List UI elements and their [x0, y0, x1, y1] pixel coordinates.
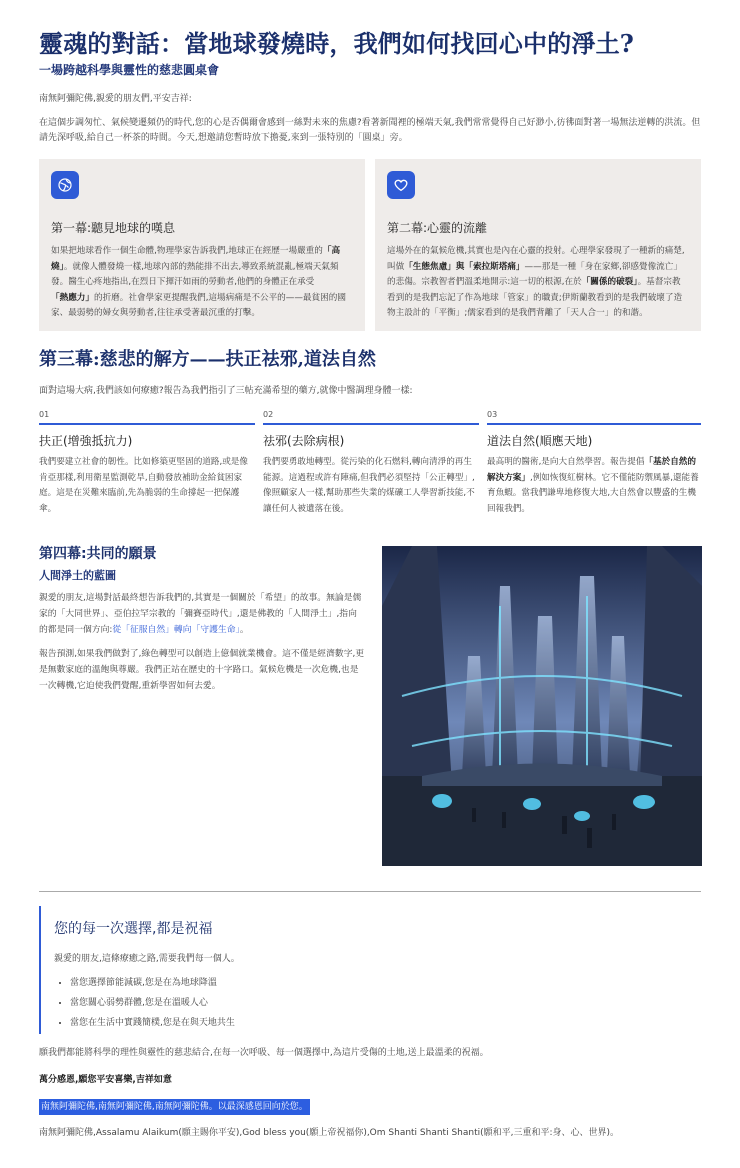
act2-text: 這場外在的氣候危機,其實也是內在心靈的投射。心理學家發現了一種新的痛楚,叫做「生態焦慮」與「索拉斯塔痛」——那是一種「身在家鄉,卻感覺像流亡」的悲傷。宗教智者們溫柔地開示:這一切的根源,在於「關係的破裂」。基督宗教看到的是我們忘記了作為地球「管家」的職責;伊斯蘭教看到的是我們破壞了造物主設計的「平衡」;儒家看到的是我們背離了「天人合一」的和諧。 — [387, 246, 685, 318]
page-title: 靈魂的對話：當地球發燒時，我們如何找回心中的淨土? — [39, 29, 635, 58]
remedy-title: 祛邪(去除病根) — [263, 434, 345, 448]
closing-list — [54, 973, 459, 1033]
remedy-number: 01 — [39, 410, 255, 425]
act2-card — [375, 159, 701, 331]
section-divider — [39, 891, 701, 892]
closing-title: 您的每一次選擇,都是祝福 — [54, 921, 213, 937]
list-item: • 當您選擇節能減碳,您是在為地球降溫 — [70, 973, 459, 993]
act3-title: 第三幕:慈悲的解方——扶正祛邪,道法自然 — [39, 349, 376, 370]
list-item: • 當您在生活中實踐簡樸,您是在與天地共生 — [70, 1013, 459, 1033]
remedy-text: 我們要建立社會的韌性。比如修築更堅固的道路,或是像肯亞那樣,利用衛星監測乾旱,自動發放補助金給貧困家庭。這是在災難來臨前,先為脆弱的生命撐起一把保護傘。 — [39, 457, 248, 514]
act4-subtitle: 人間淨土的藍圖 — [39, 569, 116, 582]
act4-paragraph-2: 報告預測,如果我們做對了,綠色轉型可以創造上億個就業機會。這不僅是經濟數字,更是無數家庭的溫飽與尊嚴。我們正站在歷史的十字路口。氣候危機是一次危機,也是一次轉機,它迫使我們覺醒,重新學習如何去愛。 — [39, 649, 365, 691]
act4-paragraph-1: 親愛的朋友,這場對話最終想告訴我們的,其實是一個關於「希望」的故事。無論是儒家的「大同世界」、亞伯拉罕宗教的「彌賽亞時代」,還是佛教的「人間淨土」,指向的都是同一個方向:從「征服自然」轉向「守護生命」。 — [39, 593, 362, 635]
remedy-text: 最高明的醫術,是向大自然學習。報告提倡「基於自然的解決方案」,例如恢復紅樹林。它不僅能防禦風暴,還能養育魚蝦。當我們謙卑地修復大地,大自然會以豐盛的生機回報我們。 — [487, 457, 699, 514]
heart-icon — [387, 171, 415, 199]
remedy-title: 扶正(增強抵抗力) — [39, 434, 133, 448]
futuristic-city-image — [382, 546, 702, 866]
act1-card — [39, 159, 365, 331]
remedy-number: 02 — [263, 410, 479, 425]
closing-wish: 願我們都能將科學的理性與靈性的慈悲結合,在每一次呼吸、每一個選擇中,為這片受傷的土地,送上最溫柔的祝福。 — [39, 1048, 489, 1058]
highlighted-blessing: 南無阿彌陀佛,南無阿彌陀佛,南無阿彌陀佛。以最深感恩回向於您。 — [39, 1099, 310, 1115]
thanks-line: 萬分感恩,願您平安喜樂,吉祥如意 — [39, 1075, 172, 1085]
remedy-number: 03 — [487, 410, 701, 425]
globe-icon — [51, 171, 79, 199]
act1-text: 如果把地球看作一個生命體,物理學家告訴我們,地球正在經歷一場嚴重的「高燒」。就像人體發燒一樣,地球內部的熱能排不出去,導致系統混亂,極端天氣頻發。醫生心疼地指出,在烈日下揮汗如雨的勞動者,他們的身體正在承受「熱應力」的折磨。社會學家更提醒我們,這場病痛是不公平的——最貧困的國家、最弱勢的婦女與勞動者,往往承受著最沉重的打擊。 — [51, 246, 346, 318]
remedy-column — [263, 410, 479, 517]
intro-paragraph: 在這個步調匆忙、氣候變遷頻仍的時代,您的心是否偶爾會感到一絲對未來的焦慮?看著新聞裡的極端天氣,我們常常覺得自己好渺小,彷彿面對著一場無法逆轉的洪流。但請先深呼吸,給自己一杯茶的時間。今天,想邀請您暫時放下擔憂,來到一張特別的「圓桌」旁。 — [39, 118, 701, 143]
closing-callout — [39, 906, 459, 1034]
page-subtitle: 一場跨越科學與靈性的慈悲圓桌會 — [39, 63, 220, 77]
remedy-text: 我們要勇敢地轉型。從污染的化石燃料,轉向清淨的再生能源。這過程或許有陣痛,但我們必須堅持「公正轉型」,像照顧家人一樣,幫助那些失業的煤礦工人學習新技能,不讓任何人被遺落在後。 — [263, 457, 475, 514]
remedy-title: 道法自然(順應天地) — [487, 434, 593, 448]
vision-link-text: 從「征服自然」轉向「守護生命」 — [112, 625, 240, 635]
remedy-column — [39, 410, 255, 517]
act3-lead: 面對這場大病,我們該如何療癒?報告為我們指引了三帖充滿希望的藥方,就像中醫調理身體一樣: — [39, 386, 413, 396]
act4-title: 第四幕:共同的願景 — [39, 546, 157, 562]
act2-title: 第二幕:心靈的流離 — [387, 221, 488, 235]
remedy-column — [487, 410, 701, 517]
act1-title: 第一幕:聽見地球的嘆息 — [51, 221, 176, 235]
multifaith-blessing: 南無阿彌陀佛,Assalamu Alaikum(願主賜你平安),God bless you(願上帝祝福你),Om Shanti Shanti Shanti(願和平,三重和平:身、心、世界)。 — [39, 1128, 620, 1138]
list-item: • 當您關心弱勢群體,您是在溫暖人心 — [70, 993, 459, 1013]
greeting: 南無阿彌陀佛,親愛的朋友們,平安吉祥: — [39, 94, 192, 104]
closing-lead: 親愛的朋友,這條療癒之路,需要我們每一個人。 — [54, 954, 240, 964]
